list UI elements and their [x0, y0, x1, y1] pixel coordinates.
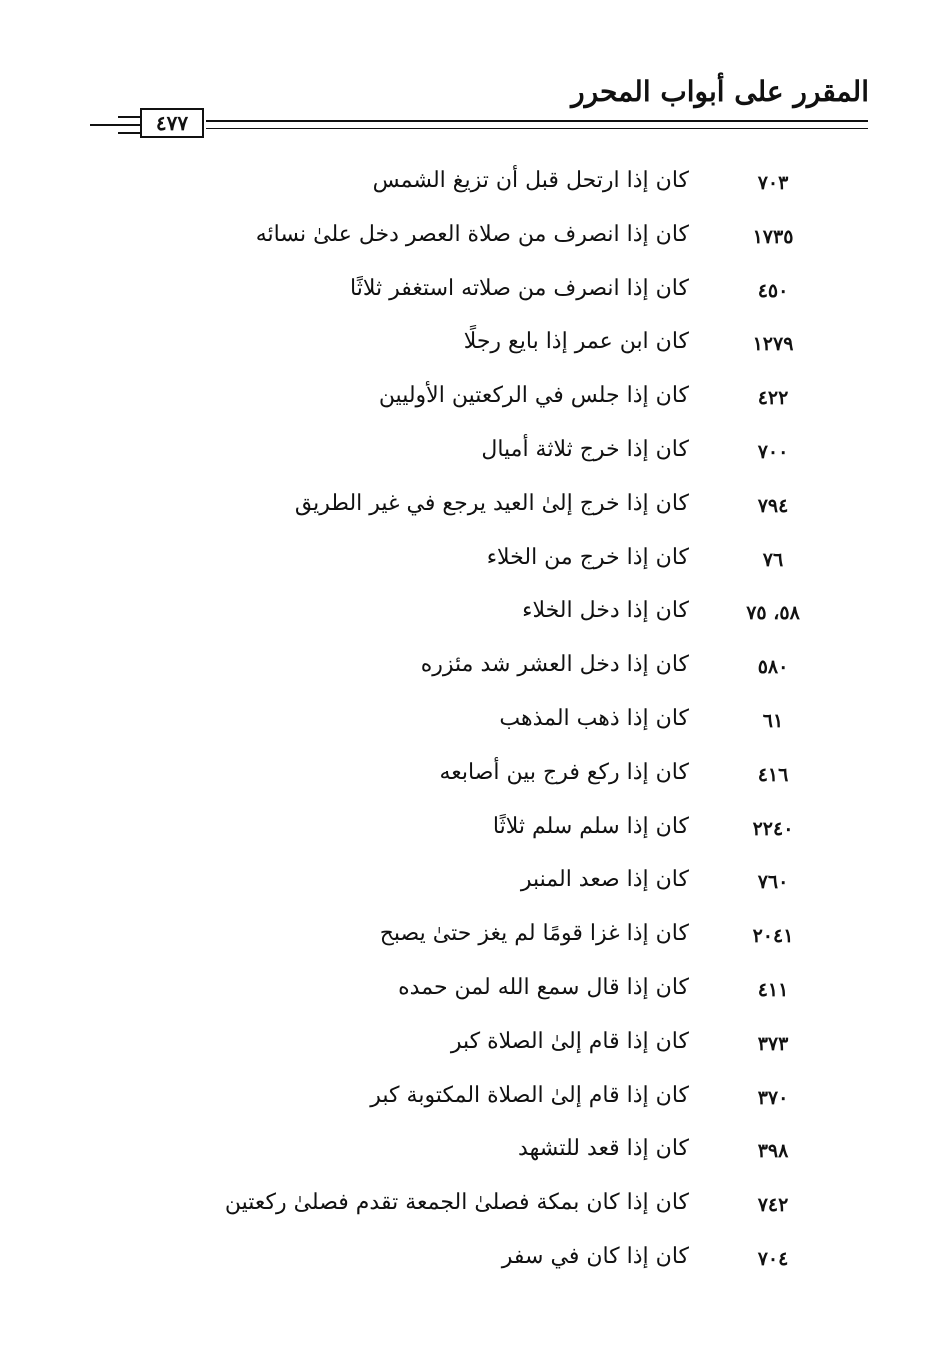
index-entry [0, 1019, 931, 1073]
index-entry [0, 158, 931, 212]
entry-number: ٤١٦ [757, 763, 789, 786]
entry-text: كان إذا ركع فرج بين أصابعه [439, 759, 689, 785]
entry-text: كان إذا ارتحل قبل أن تزيغ الشمس [372, 168, 689, 193]
page-number-box [140, 108, 204, 138]
entry-number: ٧٠٣ [757, 172, 789, 194]
entry-number: ٣٧٠ [757, 1086, 789, 1109]
entry-text: كان ابن عمر إذا بايع رجلًا [463, 329, 689, 355]
entry-number: ٧٦ [762, 548, 784, 571]
running-header-title: المقرر على أبواب المحرر [571, 75, 869, 108]
entry-text: كان إذا خرج ثلاثة أميال [481, 436, 689, 462]
entry-number: ٥٨٠ [757, 656, 789, 679]
entry-text: كان إذا كان بمكة فصلىٰ الجمعة تقدم فصلىٰ ركعتين [224, 1190, 689, 1216]
index-entry [0, 965, 931, 1019]
entry-text: كان إذا ذهب المذهب [499, 705, 689, 731]
entry-text: كان إذا صعد المنبر [520, 867, 689, 893]
entry-text: كان إذا غزا قومًا لم يغز حتىٰ يصبح [379, 921, 689, 947]
index-entry [0, 696, 931, 750]
index-entry [0, 857, 931, 911]
entry-text: كان إذا انصرف من صلاة العصر دخل علىٰ نسائه [255, 221, 689, 247]
entry-number: ٧٠٤ [757, 1247, 789, 1270]
header-rule-left-lower [118, 132, 140, 134]
entry-text: كان إذا جلس في الركعتين الأوليين [378, 383, 689, 409]
entry-number: ٧٦٠ [757, 871, 789, 894]
index-entry [0, 750, 931, 804]
index-entry [0, 319, 931, 373]
entry-number: ٤٥٠ [757, 279, 789, 302]
entry-text: كان إذا قام إلىٰ الصلاة كبر [450, 1028, 689, 1054]
index-entry [0, 212, 931, 266]
entry-number: ١٢٧٩ [752, 333, 794, 356]
entry-text: كان إذا انصرف من صلاته استغفر ثلاثًا [350, 275, 689, 301]
header-rule-left [90, 124, 140, 126]
page-number: ٤٧٧ [155, 111, 189, 135]
header-rule-left-upper [118, 116, 140, 118]
entry-number: ٧٠٠ [757, 440, 789, 463]
entry-number: ٤١١ [757, 978, 789, 1001]
index-entry [0, 427, 931, 481]
entry-text: كان إذا قال سمع الله لمن حمده [398, 974, 689, 1000]
entry-text: كان إذا دخل العشر شد مئزره [420, 652, 689, 678]
index-entry [0, 1126, 931, 1180]
index-entry [0, 481, 931, 535]
entry-number: ١٧٣٥ [752, 225, 794, 248]
entry-text: كان إذا دخل الخلاء [522, 598, 689, 624]
index-entry [0, 1180, 931, 1234]
index-entry [0, 1073, 931, 1127]
entry-number: ٧٩٤ [757, 494, 789, 517]
index-entry [0, 373, 931, 427]
entry-number: ٢٠٤١ [752, 925, 794, 948]
index-entry [0, 1234, 931, 1288]
header-rule-bottom [206, 128, 868, 129]
entry-text: كان إذا سلم سلم ثلاثًا [492, 813, 689, 839]
entry-number: ٦١ [762, 709, 784, 732]
entry-text: كان إذا قام إلىٰ الصلاة المكتوبة كبر [370, 1082, 689, 1108]
entry-text: كان إذا خرج من الخلاء [486, 544, 689, 570]
index-entry [0, 588, 931, 642]
index-entry [0, 642, 931, 696]
entry-number: ٥٨، ٧٥ [746, 602, 800, 625]
entry-number: ٧٤٢ [757, 1194, 789, 1217]
index-entry [0, 535, 931, 589]
index-entry [0, 266, 931, 320]
entry-number: ٤٢٢ [757, 387, 789, 410]
entry-text: كان إذا كان في سفر [501, 1243, 689, 1269]
entry-text: كان إذا قعد للتشهد [518, 1136, 689, 1162]
entry-number: ٣٩٨ [757, 1140, 789, 1163]
index-entries-list [0, 158, 931, 1288]
entry-text: كان إذا خرج إلىٰ العيد يرجع في غير الطريق [294, 490, 689, 516]
entry-number: ٢٢٤٠ [752, 817, 794, 840]
index-entry [0, 911, 931, 965]
index-entry [0, 804, 931, 858]
header-rule-top [206, 120, 868, 122]
entry-number: ٣٧٣ [757, 1032, 789, 1055]
